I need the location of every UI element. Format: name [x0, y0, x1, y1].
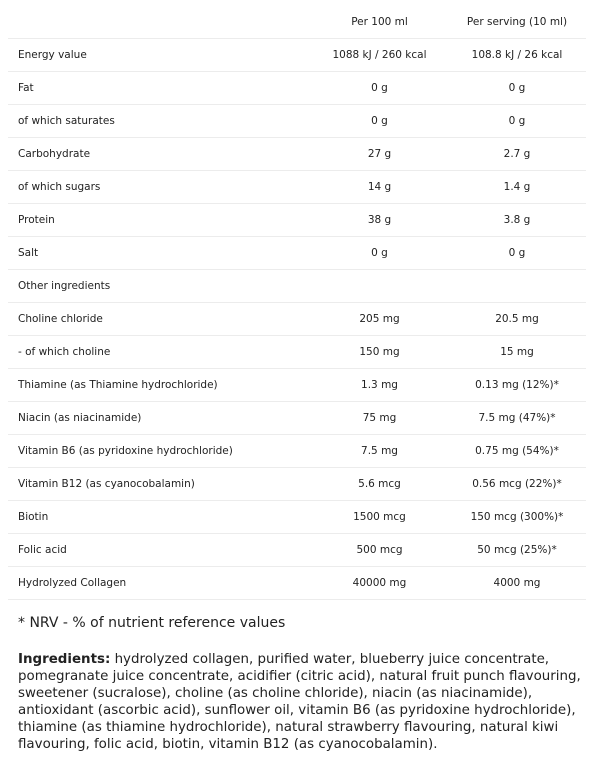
value-per-100ml: 40000 mg — [311, 567, 448, 600]
header-per-100ml: Per 100 ml — [311, 6, 448, 39]
nutrient-name: Carbohydrate — [8, 138, 311, 171]
value-per-serving: 0 g — [448, 105, 586, 138]
value-per-100ml: 1088 kJ / 260 kcal — [311, 39, 448, 72]
nutrient-name: Vitamin B6 (as pyridoxine hydrochloride) — [8, 435, 311, 468]
value-per-100ml: 14 g — [311, 171, 448, 204]
nutrition-table-container — [8, 6, 586, 600]
value-per-100ml: 27 g — [311, 138, 448, 171]
table-row — [8, 138, 586, 171]
value-per-100ml: 7.5 mg — [311, 435, 448, 468]
value-per-serving: 3.8 g — [448, 204, 586, 237]
value-per-serving: 4000 mg — [448, 567, 586, 600]
table-row — [8, 204, 586, 237]
nutrient-name: Hydrolyzed Collagen — [8, 567, 311, 600]
table-row — [8, 237, 586, 270]
value-per-serving: 0 g — [448, 237, 586, 270]
value-per-serving — [448, 270, 586, 303]
value-per-serving: 1.4 g — [448, 171, 586, 204]
value-per-serving: 108.8 kJ / 26 kcal — [448, 39, 586, 72]
value-per-serving: 20.5 mg — [448, 303, 586, 336]
value-per-100ml: 75 mg — [311, 402, 448, 435]
value-per-serving: 150 mcg (300%)* — [448, 501, 586, 534]
nutrient-name: - of which choline — [8, 336, 311, 369]
nutrient-name: Protein — [8, 204, 311, 237]
value-per-100ml: 0 g — [311, 105, 448, 138]
value-per-100ml: 1500 mcg — [311, 501, 448, 534]
ingredients-label: Ingredients: — [18, 652, 111, 667]
value-per-100ml: 205 mg — [311, 303, 448, 336]
table-row — [8, 567, 586, 600]
nrv-footnote: * NRV - % of nutrient reference values — [18, 615, 286, 631]
table-row — [8, 369, 586, 402]
nutrition-table — [8, 6, 586, 600]
table-row — [8, 270, 586, 303]
table-row — [8, 303, 586, 336]
value-per-100ml: 38 g — [311, 204, 448, 237]
value-per-100ml: 1.3 mg — [311, 369, 448, 402]
value-per-serving: 0 g — [448, 72, 586, 105]
nutrient-name: Fat — [8, 72, 311, 105]
value-per-serving: 0.13 mg (12%)* — [448, 369, 586, 402]
value-per-serving: 50 mcg (25%)* — [448, 534, 586, 567]
nutrient-name: Choline chloride — [8, 303, 311, 336]
table-row — [8, 501, 586, 534]
ingredients-text: hydrolyzed collagen, purified water, blueberry juice concentrate, pomegranate juice concentrate, acidifier (citric acid), natural fruit punch flavouring, sweetener (sucralose), choline (as choline chloride), niacin (as niacinamide), antioxidant (ascorbic acid), sunflower oil, vitamin B6 (as pyridoxine hydrochloride), thiamine (as thiamine hydrochloride), natural strawberry flavouring, natural kiwi flavouring, folic acid, biotin, vitamin B12 (as cyanocobalamin). — [18, 652, 581, 752]
table-row — [8, 39, 586, 72]
value-per-100ml: 500 mcg — [311, 534, 448, 567]
table-row — [8, 171, 586, 204]
header-per-serving: Per serving (10 ml) — [448, 6, 586, 39]
table-row — [8, 534, 586, 567]
value-per-100ml: 0 g — [311, 237, 448, 270]
table-header-row — [8, 6, 586, 39]
table-row — [8, 336, 586, 369]
table-row — [8, 435, 586, 468]
value-per-100ml: 0 g — [311, 72, 448, 105]
nutrient-name: Biotin — [8, 501, 311, 534]
value-per-100ml: 150 mg — [311, 336, 448, 369]
value-per-serving: 7.5 mg (47%)* — [448, 402, 586, 435]
value-per-serving: 0.75 mg (54%)* — [448, 435, 586, 468]
nutrient-name: Folic acid — [8, 534, 311, 567]
value-per-serving: 15 mg — [448, 336, 586, 369]
table-row — [8, 402, 586, 435]
nutrient-name: Energy value — [8, 39, 311, 72]
table-row — [8, 72, 586, 105]
value-per-100ml: 5.6 mcg — [311, 468, 448, 501]
nutrient-name: Salt — [8, 237, 311, 270]
value-per-serving: 0.56 mcg (22%)* — [448, 468, 586, 501]
table-row — [8, 468, 586, 501]
nutrient-name: of which sugars — [8, 171, 311, 204]
header-nutrient — [8, 6, 311, 39]
value-per-100ml — [311, 270, 448, 303]
value-per-serving: 2.7 g — [448, 138, 586, 171]
ingredients-paragraph — [18, 651, 583, 753]
nutrient-name: Vitamin B12 (as cyanocobalamin) — [8, 468, 311, 501]
nutrient-name: Thiamine (as Thiamine hydrochloride) — [8, 369, 311, 402]
nutrient-name: Other ingredients — [8, 270, 311, 303]
nutrient-name: Niacin (as niacinamide) — [8, 402, 311, 435]
nutrient-name: of which saturates — [8, 105, 311, 138]
table-row — [8, 105, 586, 138]
